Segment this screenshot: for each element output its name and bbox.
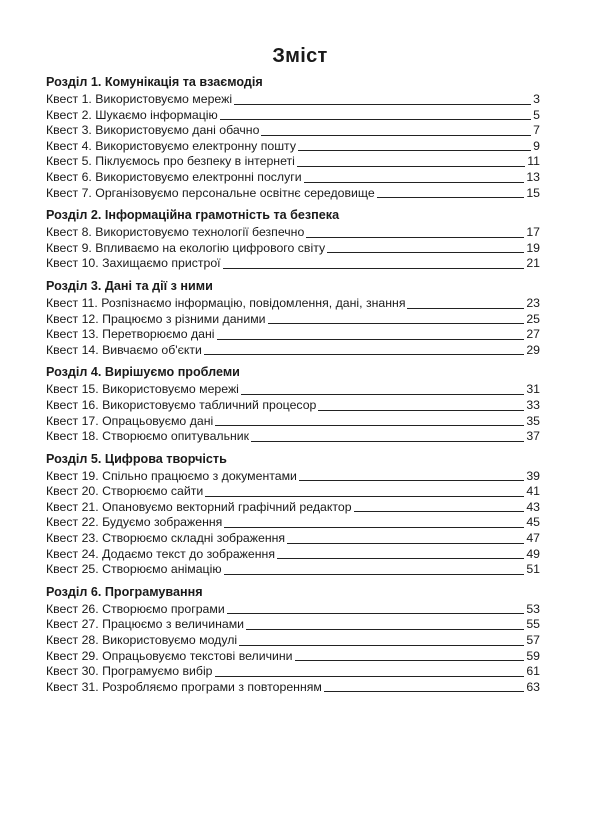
entry-label: Квест 31. Розробляємо програми з повторенням: [46, 679, 322, 694]
entry-label: Квест 12. Працюємо з різними даними: [46, 311, 266, 326]
toc-entry: [46, 343, 540, 359]
toc-entry: [46, 633, 540, 649]
section-title: Розділ 6. Програмування: [46, 584, 203, 599]
entry-label: Квест 2. Шукаємо інформацію: [46, 107, 218, 122]
toc-entry: [46, 602, 540, 618]
dot-leader: [318, 410, 524, 411]
entry-label: Квест 16. Використовуємо табличний процесор: [46, 397, 317, 412]
entry-page-number: 47: [526, 531, 540, 546]
entry-label: Квест 20. Створюємо сайти: [46, 484, 204, 499]
entry-label: Квест 1. Використовуємо мережі: [46, 92, 233, 106]
toc-entry: [46, 469, 540, 485]
entry-page-number: 23: [526, 295, 540, 310]
dot-leader: [251, 441, 524, 442]
dot-leader: [327, 252, 524, 253]
entry-label: Квест 24. Додаємо текст до зображення: [46, 546, 275, 561]
toc-section: [46, 584, 540, 696]
toc-entry: [46, 123, 540, 139]
dot-leader: [224, 527, 524, 528]
entry-page-number: 19: [526, 240, 540, 255]
entry-label: Квест 17. Опрацьовуємо дані: [46, 413, 214, 428]
toc-entry: [46, 312, 540, 328]
entry-label: Квест 9. Впливаємо на екологію цифрового світу: [46, 240, 326, 255]
toc-entry: [46, 296, 540, 312]
section-title: Розділ 2. Інформаційна грамотність та безпека: [46, 208, 340, 223]
dot-leader: [407, 308, 524, 309]
entry-page-number: 5: [533, 107, 540, 122]
toc-entry: [46, 186, 540, 202]
entry-label: Квест 3. Використовуємо дані обачно: [46, 123, 260, 138]
dot-leader: [215, 676, 525, 677]
entry-label: Квест 13. Перетворюємо дані: [46, 327, 215, 342]
entry-page-number: 37: [526, 429, 540, 444]
toc-entry: [46, 562, 540, 578]
dot-leader: [234, 104, 531, 105]
section-title: Розділ 1. Комунікація та взаємодія: [46, 75, 263, 89]
dot-leader: [354, 511, 525, 512]
entry-label: Квест 25. Створюємо анімацію: [46, 562, 222, 577]
toc-entry: [46, 225, 540, 241]
entry-page-number: 29: [526, 342, 540, 357]
dot-leader: [239, 645, 524, 646]
dot-leader: [261, 135, 531, 136]
dot-leader: [246, 629, 524, 630]
entry-label: Квест 29. Опрацьовуємо текстові величини: [46, 648, 293, 663]
entry-page-number: 63: [526, 679, 540, 694]
dot-leader: [268, 323, 525, 324]
entry-label: Квест 27. Працюємо з величинами: [46, 617, 245, 632]
entry-page-number: 43: [526, 499, 540, 514]
toc-section: [46, 207, 540, 272]
dot-leader: [306, 237, 524, 238]
entry-label: Квест 14. Вивчаємо об'єкти: [46, 342, 202, 357]
toc-entry: [46, 398, 540, 414]
entry-page-number: 35: [526, 413, 540, 428]
page-title: Зміст: [272, 45, 328, 67]
toc-entry: [46, 429, 540, 445]
dot-leader: [297, 166, 525, 167]
dot-leader: [223, 268, 525, 269]
dot-leader: [215, 425, 524, 426]
toc-section: [46, 451, 540, 578]
entry-page-number: 17: [526, 225, 540, 240]
dot-leader: [227, 613, 525, 614]
entry-page-number: 55: [526, 617, 540, 632]
entry-page-number: 49: [526, 546, 540, 561]
dot-leader: [299, 480, 524, 481]
entry-label: Квест 10. Захищаємо пристрої: [46, 256, 221, 271]
entry-page-number: 51: [526, 562, 540, 577]
entry-page-number: 33: [526, 397, 540, 412]
dot-leader: [287, 543, 524, 544]
entry-page-number: 15: [526, 185, 540, 200]
entry-label: Квест 22. Будуємо зображення: [46, 515, 223, 530]
dot-leader: [217, 339, 525, 340]
toc-entry: [46, 617, 540, 633]
entry-page-number: 25: [526, 311, 540, 326]
toc-entry: [46, 139, 540, 155]
dot-leader: [277, 558, 524, 559]
toc-entry: [46, 108, 540, 124]
section-title: Розділ 5. Цифрова творчість: [46, 451, 227, 466]
dot-leader: [324, 691, 524, 692]
entry-page-number: 13: [526, 169, 540, 184]
entry-label: Квест 6. Використовуємо електронні послуги: [46, 169, 302, 184]
dot-leader: [224, 574, 525, 575]
entry-label: Квест 28. Використовуємо модулі: [46, 633, 238, 648]
entry-page-number: 11: [527, 154, 540, 169]
entry-page-number: 3: [533, 92, 540, 106]
entry-label: Квест 23. Створюємо складні зображення: [46, 531, 286, 546]
toc-entry: [46, 154, 540, 170]
toc-entry: [46, 414, 540, 430]
entry-label: Квест 11. Розпізнаємо інформацію, повідомлення, дані, знання: [46, 295, 406, 310]
entry-page-number: 53: [526, 601, 540, 616]
entry-label: Квест 19. Спільно працюємо з документами: [46, 468, 297, 483]
entry-page-number: 9: [533, 138, 540, 153]
entry-page-number: 27: [526, 327, 540, 342]
entry-page-number: 41: [526, 484, 540, 499]
toc-entry: [46, 170, 540, 186]
toc-section: [46, 364, 540, 444]
section-title: Розділ 3. Дані та дії з ними: [46, 278, 213, 293]
entry-label: Квест 30. Програмуємо вибір: [46, 664, 213, 679]
entry-page-number: 39: [526, 468, 540, 483]
dot-leader: [204, 354, 524, 355]
dot-leader: [205, 496, 524, 497]
toc-entry: [46, 649, 540, 665]
toc-entry: [46, 500, 540, 516]
toc-entry: [46, 92, 540, 108]
table-of-contents: [46, 74, 540, 701]
section-title: Розділ 4. Вирішуємо проблеми: [46, 365, 240, 380]
toc-entry: [46, 327, 540, 343]
dot-leader: [304, 182, 525, 183]
toc-entry: [46, 680, 540, 696]
entry-page-number: 59: [526, 648, 540, 663]
entry-page-number: 21: [526, 256, 540, 271]
entry-label: Квест 26. Створюємо програми: [46, 601, 225, 616]
entry-label: Квест 5. Піклуємось про безпеку в інтернеті: [46, 154, 295, 169]
toc-entry: [46, 531, 540, 547]
entry-label: Квест 21. Опановуємо векторний графічний редактор: [46, 499, 352, 514]
entry-page-number: 45: [526, 515, 540, 530]
dot-leader: [298, 150, 531, 151]
toc-entry: [46, 241, 540, 257]
entry-page-number: 7: [533, 123, 540, 138]
entry-page-number: 57: [526, 633, 540, 648]
toc-entry: [46, 256, 540, 272]
entry-label: Квест 7. Організовуємо персональне освітнє середовище: [46, 185, 375, 200]
toc-entry: [46, 382, 540, 398]
entry-page-number: 61: [526, 664, 540, 679]
toc-entry: [46, 515, 540, 531]
dot-leader: [295, 660, 525, 661]
entry-label: Квест 18. Створюємо опитувальник: [46, 429, 250, 444]
toc-section: [46, 278, 540, 358]
entry-label: Квест 4. Використовуємо електронну пошту: [46, 138, 296, 153]
dot-leader: [377, 197, 525, 198]
toc-entry: [46, 664, 540, 680]
entry-label: Квест 8. Використовуємо технології безпечно: [46, 225, 305, 240]
dot-leader: [241, 394, 524, 395]
toc-entry: [46, 547, 540, 563]
dot-leader: [220, 119, 531, 120]
entry-label: Квест 15. Використовуємо мережі: [46, 382, 239, 397]
entry-page-number: 31: [526, 382, 540, 397]
toc-section: [46, 74, 540, 201]
toc-entry: [46, 484, 540, 500]
